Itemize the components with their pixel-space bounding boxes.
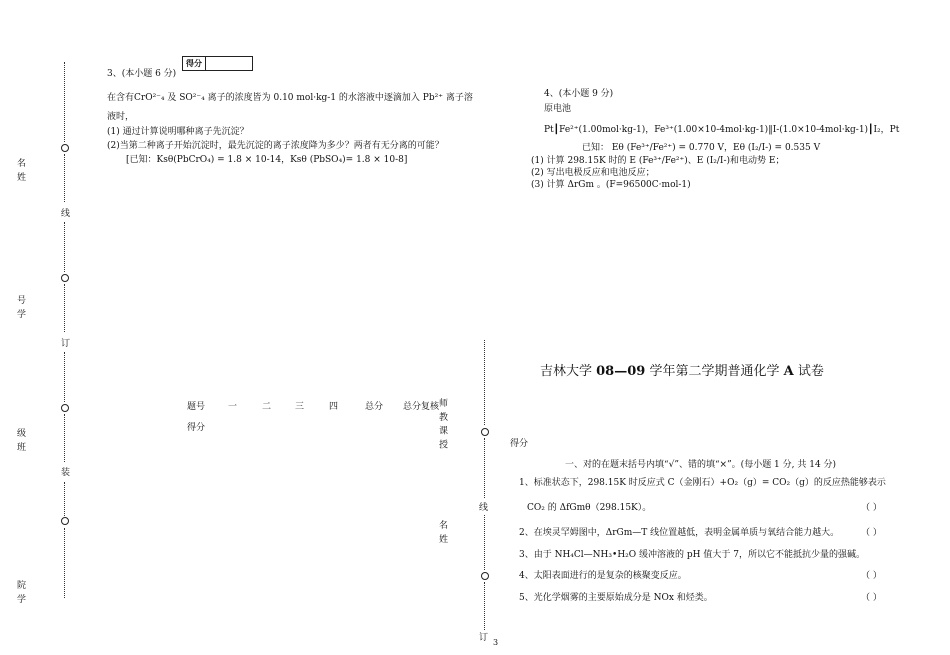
binding-dotted-line [64,154,65,202]
q3-score-blank[interactable] [206,57,252,70]
binding-dotted-line [64,222,65,272]
name-label-middle: 名 姓 [437,520,447,544]
score-header-total: 总分 [365,402,384,412]
score-header-1: 一 [228,402,238,412]
score-header-qno: 题号 [187,402,206,412]
binding-dotted-line [64,528,65,598]
name-label: 名 姓 [15,158,25,182]
binding-hole [61,274,69,282]
college-label: 院 学 [15,580,25,604]
binding-char-xian: 线 [61,209,71,219]
q3-score-box [182,56,253,71]
binding-dotted-line [64,284,65,332]
binding-dotted-line [484,582,485,630]
binding-hole [61,404,69,412]
tf-q1-answer[interactable]: （ ） [861,503,882,513]
binding-dotted-line [484,438,485,498]
tf-q1-line1: 1、标准状态下，298.15K 时反应式 C（金刚石）+O₂（g）= CO₂（g）的反应热能够表示 [519,478,886,488]
q4-item2: (2) 写出电极反应和电池反应； [531,168,655,178]
exam-title: 吉林大学 08—09 学年第二学期普通化学 A 试卷 [540,364,824,379]
q3-given: [已知：Ksθ(PbCrO₄) = 1.8 × 10-14，Ksθ (PbSO₄)= 1.8 × 10-8] [126,155,408,165]
q3-item1: (1) 通过计算说明哪种离子先沉淀？ [107,127,249,137]
score-header-4: 四 [329,402,339,412]
q4-item1: (1) 计算 298.15K 时的 E (Fe³⁺/Fe²⁺)、E (I₂/I-)和电动势 E； [531,156,785,166]
class-label: 级 班 [15,428,25,452]
q3-line1: 在含有CrO²⁻₄ 及 SO²⁻₄ 离子的浓度皆为 0.10 mol·kg-1 的水溶液中逐滴加入 Pb²⁺ 离子溶 [107,93,473,103]
binding-dotted-line [64,62,65,142]
binding-hole [481,572,489,580]
score-header-3: 三 [295,402,305,412]
student-id-label: 号 学 [15,295,25,319]
tf-q5: 5、光化学烟雾的主要原始成分是 NOx 和烃类。 [519,593,713,603]
section1-heading: 一、对的在题末括号内填“√”、错的填“×”。(每小题 1 分, 共 14 分) [565,460,837,470]
binding-char-zhuang: 装 [61,468,71,478]
tf-q2-answer[interactable]: （ ） [861,528,882,538]
binding-dotted-line [484,515,485,570]
q4-cell: Pt┃Fe²⁺(1.00mol·kg-1)，Fe³⁺(1.00×10-4mol·kg-1)‖I-(1.0×10-4mol·kg-1)┃I₂，Pt [544,125,900,135]
binding-char-xian: 线 [479,503,489,513]
page-number: 3 [493,638,499,647]
q4-given: 已知： Eθ (Fe³⁺/Fe²⁺) = 0.770 V，Eθ (I₂/I-) = 0.535 V [582,143,821,153]
binding-dotted-line [484,340,485,425]
score-header-2: 二 [262,402,272,412]
score-header-recheck: 总分复核 [403,402,440,412]
q4-header: 4、(本小题 9 分) [544,89,614,99]
tf-q4: 4、太阳表面进行的是复杂的核聚变反应。 [519,571,687,581]
q4-item3: (3) 计算 ΔrGm 。(F=96500C·mol-1) [531,180,691,190]
binding-dotted-line [64,352,65,402]
q4-sub: 原电池 [544,104,572,114]
q3-score-label: 得分 [183,57,206,70]
score-row-label: 得分 [187,423,206,433]
q3-item2: (2)当第二种离子开始沉淀时，最先沉淀的离子浓度降为多少？两者有无分离的可能？ [107,141,444,151]
binding-hole [61,517,69,525]
binding-hole [481,428,489,436]
teacher-label: 师 教 课 授 [437,398,447,450]
binding-char-ding: 订 [61,339,71,349]
exam-score-label: 得分 [510,439,529,449]
tf-q1-line2: CO₂ 的 ΔfGmθ（298.15K）。 [527,503,652,513]
binding-char-ding: 订 [479,633,489,643]
tf-q4-answer[interactable]: （ ） [861,571,882,581]
tf-q5-answer[interactable]: （ ） [861,593,882,603]
q3-header: 3、(本小题 6 分) [107,69,177,79]
binding-dotted-line [64,414,65,462]
tf-q2: 2、在埃灵罕姆图中，ΔrGm—T 线位置越低，表明金属单质与氧结合能力越大。 [519,528,840,538]
tf-q3: 3、由于 NH₄Cl—NH₃•H₂O 缓冲溶液的 pH 值大于 7，所以它不能抵抗少量的强碱。 [519,550,865,560]
binding-dotted-line [64,482,65,516]
q3-line2: 液时， [107,112,135,122]
binding-hole [61,144,69,152]
